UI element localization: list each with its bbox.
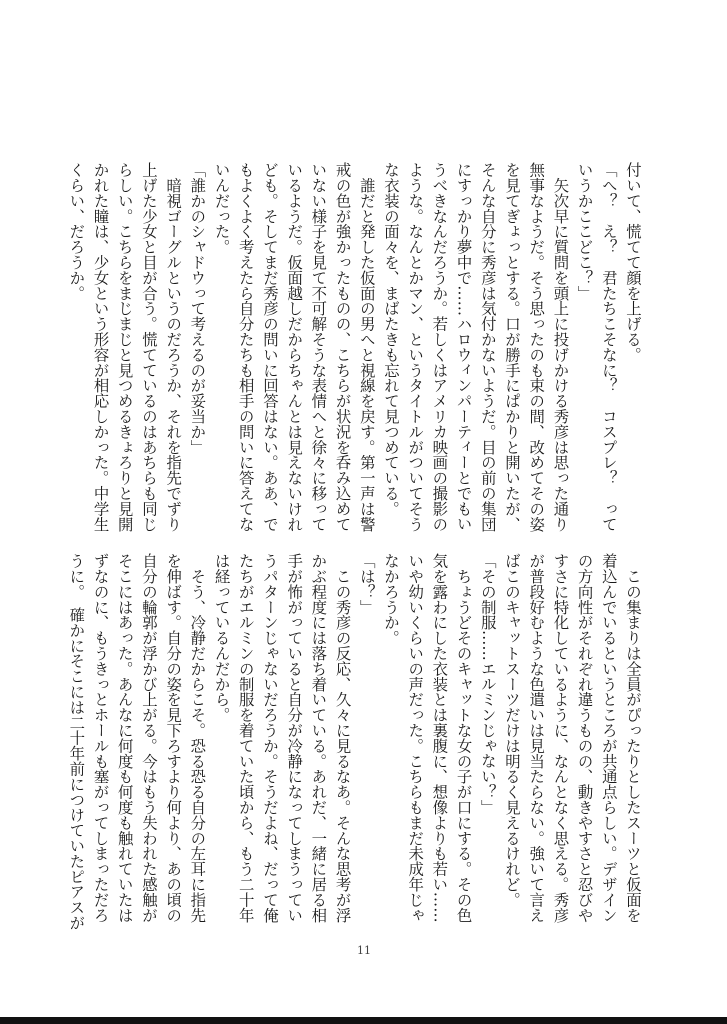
text-line: この集まりは全員がぴったりとしたスーツと仮面を [624,553,642,923]
text-line: そんな自分に秀彦は気付かないようだ。目の前の集団 [478,162,497,532]
text-line: いや幼いくらいの声だった。こちらもまだ未成年じゃ [406,553,425,923]
text-line: な衣装の面々を、まばたきも忘れて見つめている。 [381,162,400,517]
text-line: 気を露わにした衣装とは裏腹に、想像よりも若い…… [430,553,449,923]
text-block-bottom [67,553,645,931]
text-line: すさに特化しているように、なんとなく思える。秀彦 [551,553,570,923]
text-line: 無事なようだ。そう思ったのも束の間、改めてその姿 [527,162,546,532]
text-line: そこにはあった。あんなに何度も何度も触れていたは [115,553,134,923]
page-number: 11 [357,944,371,957]
text-line: 上げた少女と目が合う。慌てているのはあちらも同じ [139,162,158,532]
text-line: ような。なんとかマン、というタイトルがついてそう [406,162,425,532]
text-line: ばこのキャットスーツだけは明るく見えるけれど。 [502,553,521,908]
text-line: は経っているんだから。 [212,553,231,723]
text-line: らしい。こちらをまじまじと見つめるきょろりと見開 [115,162,134,532]
text-line: 手が怖がっていると自分が冷静になってしまうってい [285,553,304,923]
text-line: うべきなんだろうか。若しくはアメリカ映画の撮影の [430,162,449,532]
text-line: が普段好むような色遣いは見当たらない。強いて言え [527,553,546,923]
text-line: たちがエルミンの制服を着ていた頃から、もう二十年 [236,553,255,923]
text-line: の方向性がそれぞれ違うものの、動きやすさと忍びや [575,553,594,923]
text-line: ども。そしてまだ秀彦の問いに回答はない。ああ、で [260,162,279,532]
bottom-edge-bar [0,1017,727,1024]
text-line: にすっかり夢中で……ハロウィンパーティーとでもい [454,162,473,532]
text-line: 自分の輪郭が浮かび上がる。今はもう失われた感触が [139,553,158,923]
text-line: 「誰かのシャドウって考えるのが妥当か」 [188,162,207,455]
text-line: 戒の色が強かったものの、こちらが状況を呑み込めて [333,162,352,532]
text-line: いんだった。 [212,162,231,255]
text-line: 矢次早に質問を頭上に投げかける秀彦は思った通り [551,162,570,532]
text-line: うパターンじゃないだろうか。そうだよね、だって俺 [260,553,279,923]
text-line: ずなのに、もうきっとホールも塞がってしまっただろ [91,553,110,923]
text-line: を見てぎょっとする。口が勝手にぱかりと開いたが、 [502,162,521,532]
text-line: 「へ？ え？ 君たちこそなに？ コスプレ？ って [599,162,618,532]
text-line: もよくよく考えたら自分たちも相手の問いに答えてな [236,162,255,532]
text-line: 付いて、慌てて顔を上げる。 [624,162,642,363]
text-line: かれた瞳は、少女という形容が相応しかった。中学生 [91,162,110,532]
text-line: 「その制服……エルミンじゃない？」 [478,553,497,815]
text-line: そう、冷静だからこそ。恐る恐る自分の左耳に指先 [188,553,207,923]
text-block-top [67,162,645,534]
text-line: 暗視ゴーグルというのだろうか、それを指先でずり [164,162,183,532]
text-line: 「は？」 [357,553,376,615]
text-line: かぶ程度には落ち着いている。あれだ、一緒に居る相 [309,553,328,923]
text-line: を伸ばす。自分の姿を見下ろすより何より、あの頃の [164,553,183,923]
text-line: この秀彦の反応、久々に見るなあ。そんな思考が浮 [333,553,352,923]
text-line: なかろうか。 [381,553,400,646]
text-line: いうかここどこ？」 [575,162,594,301]
text-line: くらい、だろうか。 [67,162,86,301]
text-line: 着込んでいるというところが共通点らしい。デザイン [599,553,618,923]
text-line: いない様子を見て不可解そうな表情へと徐々に移って [309,162,328,532]
text-line: 誰だと発した仮面の男へと視線を戻す。第一声は警 [357,162,376,532]
text-line: ちょうどそのキャットな女の子が口にする。その色 [454,553,473,923]
text-line: うに。 確かにそこには二十年前につけていたピアスが [67,553,86,931]
text-line: いるようだ。仮面越しだからちゃんとは見えないけれ [285,162,304,532]
